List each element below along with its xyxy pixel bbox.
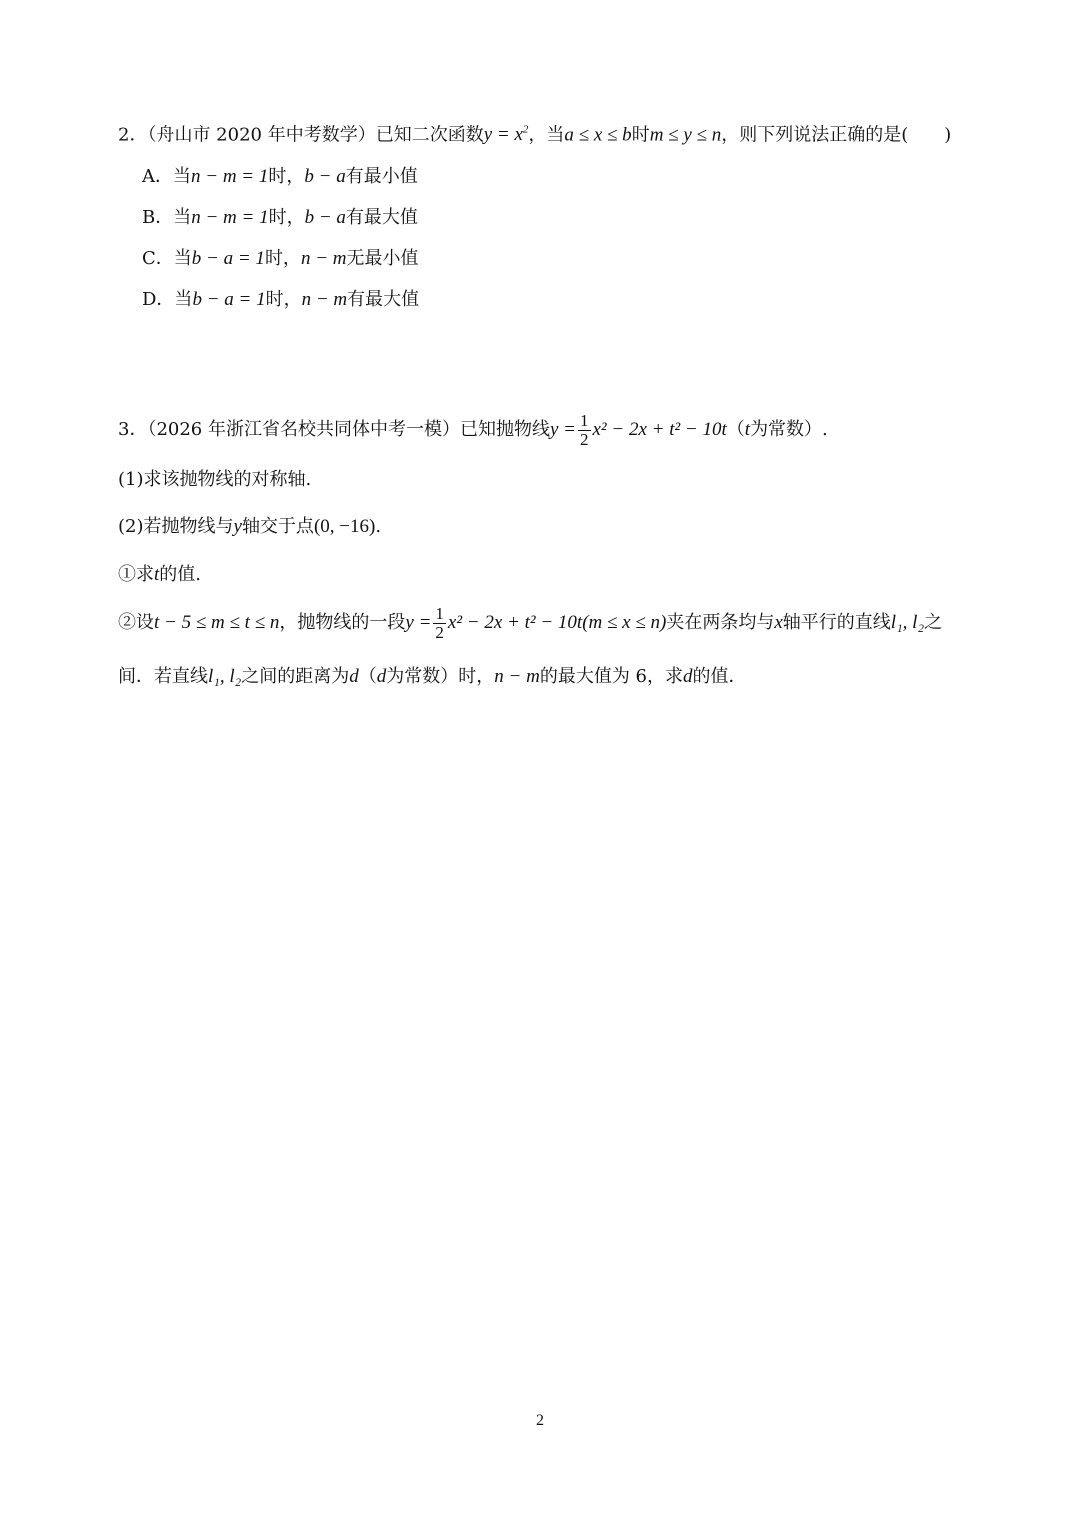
q3-sub2-line2-mid4: 的最大值为 6，求 bbox=[539, 666, 684, 687]
q3-sub2-eq-lhs: y = bbox=[405, 612, 432, 633]
q3-sub2-line2-mid3: 为常数）时， bbox=[386, 666, 495, 687]
q3-part2-y: y bbox=[233, 516, 242, 537]
option-d-suffix: 有最大值 bbox=[347, 289, 420, 310]
q3-eq-lhs: y = bbox=[549, 419, 576, 440]
q2-stem-suffix: ，则下列说法正确的是( ) bbox=[721, 124, 952, 146]
page-number: 2 bbox=[536, 1412, 544, 1429]
option-a-suffix: 有最小值 bbox=[345, 166, 418, 187]
q3-sub1-t: t bbox=[154, 564, 160, 585]
q3-part2-suffix: . bbox=[375, 516, 382, 537]
q3-sub2-mid: ，抛物线的一段 bbox=[279, 612, 406, 633]
option-b-suffix: 有最大值 bbox=[345, 207, 418, 228]
q3-sub2-suffix2: 轴平行的直线 bbox=[782, 612, 891, 633]
q3-sub2-eq-rhs: x² − 2x + t² − 10t bbox=[447, 612, 583, 633]
q3-sub2-fraction: $\frac{1}{2}$ bbox=[435, 603, 444, 642]
q3-sub2-nm: n − m bbox=[494, 666, 540, 687]
option-a-mid: 时， bbox=[268, 166, 305, 187]
option-a-prefix: A．当 bbox=[142, 166, 191, 187]
option-d-mid: 时， bbox=[265, 289, 302, 310]
q2-option-c bbox=[142, 247, 418, 271]
question-3-stem bbox=[118, 410, 828, 450]
q3-part2-prefix: (2)若抛物线与 bbox=[118, 516, 234, 537]
q3-stem-suffix: 为常数）. bbox=[750, 419, 828, 440]
q3-sub1-suffix: 的值. bbox=[159, 564, 202, 585]
q3-t-variable: t bbox=[744, 419, 751, 440]
q3-sub2-lines: l₁, l₂ bbox=[890, 612, 925, 633]
option-b-condition: n − m = 1 bbox=[191, 207, 269, 228]
q3-part-1: (1)求该抛物线的对称轴. bbox=[118, 469, 312, 490]
q3-sub2-line2-mid: 之间的距离为 bbox=[241, 666, 350, 687]
q3-sub2-line2-mid2: （ bbox=[358, 666, 377, 687]
q3-part-2 bbox=[118, 515, 381, 539]
q3-eq-rhs: x² − 2x + t² − 10t bbox=[592, 419, 727, 440]
q3-sub2-d3: d bbox=[683, 666, 693, 687]
q3-sub-2-line-2 bbox=[118, 665, 747, 689]
option-c-prefix: C．当 bbox=[142, 248, 192, 269]
q3-sub2-line2-prefix: 间．若直线 bbox=[118, 666, 208, 687]
q3-sub2-condition: t − 5 ≤ m ≤ t ≤ n bbox=[154, 612, 280, 633]
q3-sub2-line2-lines: l₁, l₂ bbox=[208, 666, 242, 687]
q3-sub1-prefix: ①求 bbox=[118, 564, 154, 585]
q3-sub2-range: (m ≤ x ≤ n) bbox=[582, 612, 667, 633]
q3-sub2-prefix: ②设 bbox=[118, 612, 154, 633]
q2-option-b bbox=[142, 206, 418, 230]
option-c-mid: 时， bbox=[264, 248, 301, 269]
q2-function: $y = x^2$ bbox=[483, 124, 529, 146]
q2-x-range: a ≤ x ≤ b bbox=[564, 124, 632, 146]
option-b-prefix: B．当 bbox=[142, 207, 192, 228]
q2-option-d bbox=[142, 288, 419, 312]
q3-part2-mid: 轴交于点 bbox=[241, 516, 314, 537]
option-c-expression: n − m bbox=[300, 248, 347, 269]
option-c-condition: b − a = 1 bbox=[191, 248, 265, 269]
question-2-stem bbox=[118, 118, 951, 147]
q2-y-range: m ≤ y ≤ n bbox=[649, 124, 722, 146]
q2-option-a bbox=[142, 165, 418, 189]
q3-sub2-d2: d bbox=[376, 666, 387, 687]
q3-sub2-line2-end: 的值． bbox=[692, 666, 747, 687]
option-d-prefix: D．当 bbox=[142, 289, 193, 310]
q3-sub-2-line-1 bbox=[118, 603, 942, 643]
q3-sub2-d1: d bbox=[349, 666, 359, 687]
option-d-condition: b − a = 1 bbox=[192, 289, 266, 310]
option-b-mid: 时， bbox=[268, 207, 305, 228]
q3-paren-open: （ bbox=[726, 419, 745, 440]
q2-stem-prefix: 2．（舟山市 2020 年中考数学）已知二次函数 bbox=[118, 124, 484, 146]
option-d-expression: n − m bbox=[301, 289, 348, 310]
q3-part2-point: (0, −16) bbox=[313, 516, 376, 537]
option-c-suffix: 无最小值 bbox=[346, 248, 419, 269]
q3-sub2-x: x bbox=[774, 612, 783, 633]
option-b-expression: b − a bbox=[304, 207, 346, 228]
q2-stem-mid2: 时 bbox=[631, 124, 650, 146]
q3-sub2-suffix: 夹在两条均与 bbox=[666, 612, 775, 633]
q3-sub2-end: 之 bbox=[924, 612, 943, 633]
option-a-condition: n − m = 1 bbox=[191, 166, 269, 187]
q3-stem-prefix: 3．（2026 年浙江省名校共同体中考一模）已知抛物线 bbox=[118, 419, 550, 440]
q3-sub-1 bbox=[118, 563, 201, 587]
q3-fraction: $\frac{1}{2}$ bbox=[580, 410, 589, 449]
option-a-expression: b − a bbox=[304, 166, 346, 187]
q2-stem-mid: ，当 bbox=[528, 124, 565, 146]
